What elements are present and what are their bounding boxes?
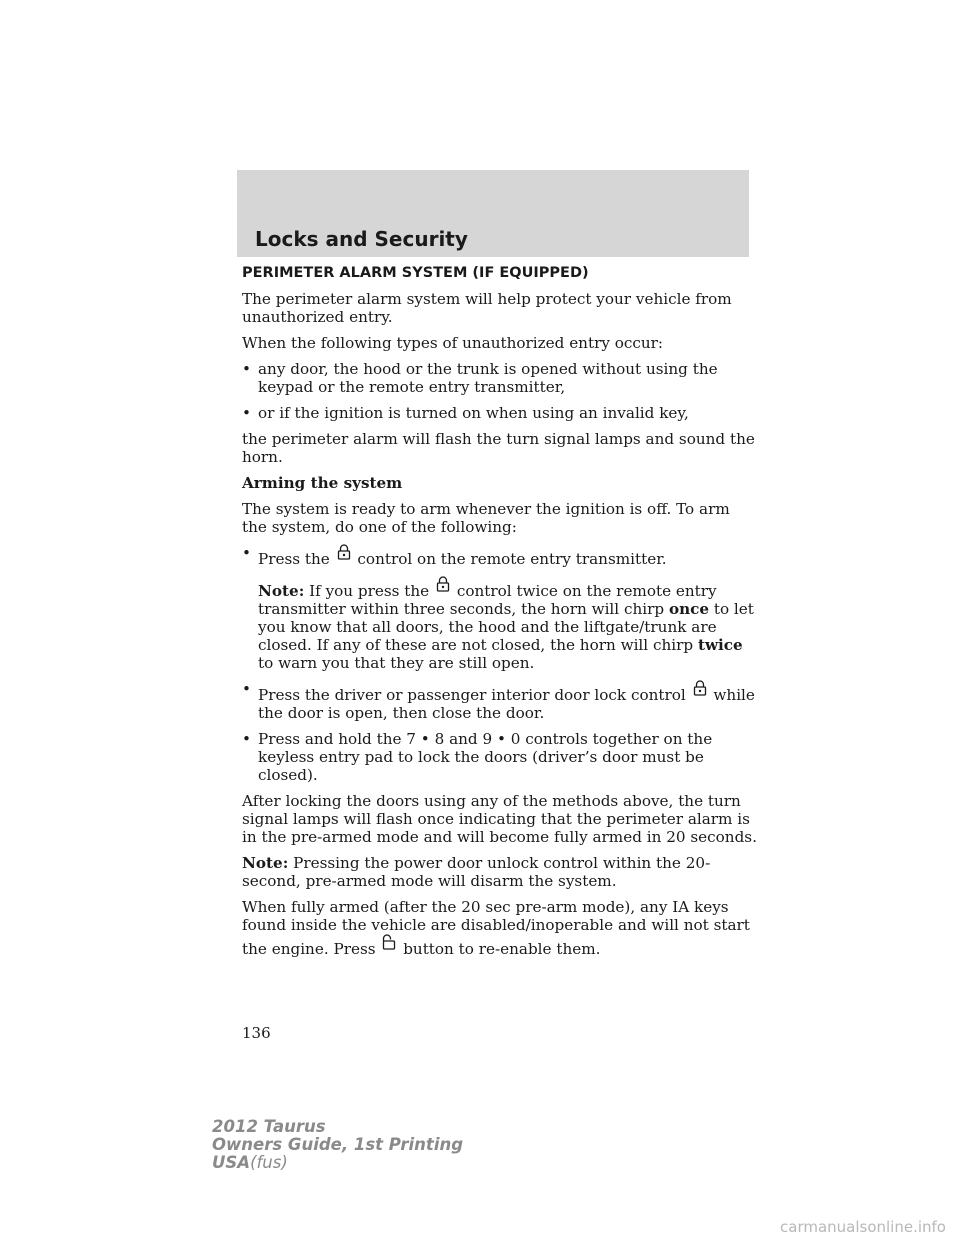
page-title: Locks and Security xyxy=(255,227,468,251)
lock-icon xyxy=(693,680,707,696)
note-text: control twice on the remote entry transmitter within three seconds, the horn will chirp xyxy=(258,582,717,618)
list-item xyxy=(242,404,758,422)
footer-line: Owners Guide, 1st Printing xyxy=(212,1135,464,1154)
paragraph-text: Press xyxy=(333,940,376,958)
list-item xyxy=(242,730,758,784)
note-label: Note: xyxy=(242,854,289,872)
bullet-dot: • xyxy=(242,404,251,422)
footer-code: (fus) xyxy=(250,1153,288,1172)
watermark: carmanualsonline.info xyxy=(780,1218,946,1236)
list-item-text: or if the ignition is turned on when using an invalid key, xyxy=(258,404,689,422)
intro-paragraph: The perimeter alarm system will help protect your vehicle from unauthorized entry. xyxy=(242,290,732,326)
bullet-dot: • xyxy=(242,360,251,378)
lock-icon xyxy=(436,576,450,592)
note-text: to let you know that all doors, the hood and the liftgate/trunk are closed. If any of these are not closed, the horn will chirp xyxy=(258,600,754,654)
section-header-band xyxy=(237,170,749,257)
footer-line: 2012 Taurus xyxy=(212,1117,326,1136)
footer-imprint xyxy=(212,1118,463,1172)
paragraph-text: When fully armed (after the 20 sec pre-arm mode), any IA keys found inside the vehicle are disabled/inoperable and will not start the engine. xyxy=(242,898,750,958)
list-item-text: Press and hold the 7 • 8 and 9 • 0 controls together on the keyless entry pad to lock the doors (driver’s door must be closed). xyxy=(258,730,713,784)
note-text: to warn you that they are still open. xyxy=(258,654,535,672)
list-item-text: control on the remote entry transmitter. xyxy=(357,550,667,568)
lock-icon xyxy=(337,544,351,560)
list-item xyxy=(242,360,758,396)
note-text: Pressing the power door unlock control within the 20-second, pre-armed mode will disarm the system. xyxy=(242,854,711,890)
after-paragraph: After locking the doors using any of the methods above, the turn signal lamps will flash once indicating that the perimeter alarm is in the pre-armed mode and will become fully armed in 20 seconds. xyxy=(242,792,757,846)
bullet-dot: • xyxy=(242,680,251,698)
list-item-text: Press the driver or passenger interior door lock control xyxy=(258,686,686,704)
arming-intro: The system is ready to arm whenever the ignition is off. To arm the system, do one of the following: xyxy=(242,500,730,536)
paragraph-text: button to re-enable them. xyxy=(403,940,601,958)
note-emphasis: twice xyxy=(697,636,743,654)
bullet-dot: • xyxy=(242,730,251,748)
fully-armed-paragraph xyxy=(242,898,758,958)
footer-line xyxy=(212,1154,463,1172)
page-content xyxy=(242,264,758,966)
list-item-text: Press the xyxy=(258,550,330,568)
bullet-dot: • xyxy=(242,544,251,562)
list-item xyxy=(242,544,758,568)
section-heading: PERIMETER ALARM SYSTEM (IF EQUIPPED) xyxy=(242,265,589,281)
list-item-text: any door, the hood or the trunk is opened without using the keypad or the remote entry transmitter, xyxy=(258,360,718,396)
list-item xyxy=(242,680,758,722)
when-paragraph: When the following types of unauthorized entry occur: xyxy=(242,334,664,352)
note-label: Note: xyxy=(258,582,305,600)
list-item-text: while the door is open, then close the door. xyxy=(258,686,755,722)
result-paragraph: the perimeter alarm will flash the turn signal lamps and sound the horn. xyxy=(242,430,755,466)
page-number: 136 xyxy=(242,1024,271,1042)
footer-country: USA xyxy=(212,1153,251,1172)
unlock-icon xyxy=(382,934,396,950)
note2-paragraph xyxy=(242,854,758,890)
note-emphasis: once xyxy=(668,600,710,618)
arming-heading: Arming the system xyxy=(242,474,403,492)
note-text: If you press the xyxy=(309,582,430,600)
note-block xyxy=(242,576,758,672)
